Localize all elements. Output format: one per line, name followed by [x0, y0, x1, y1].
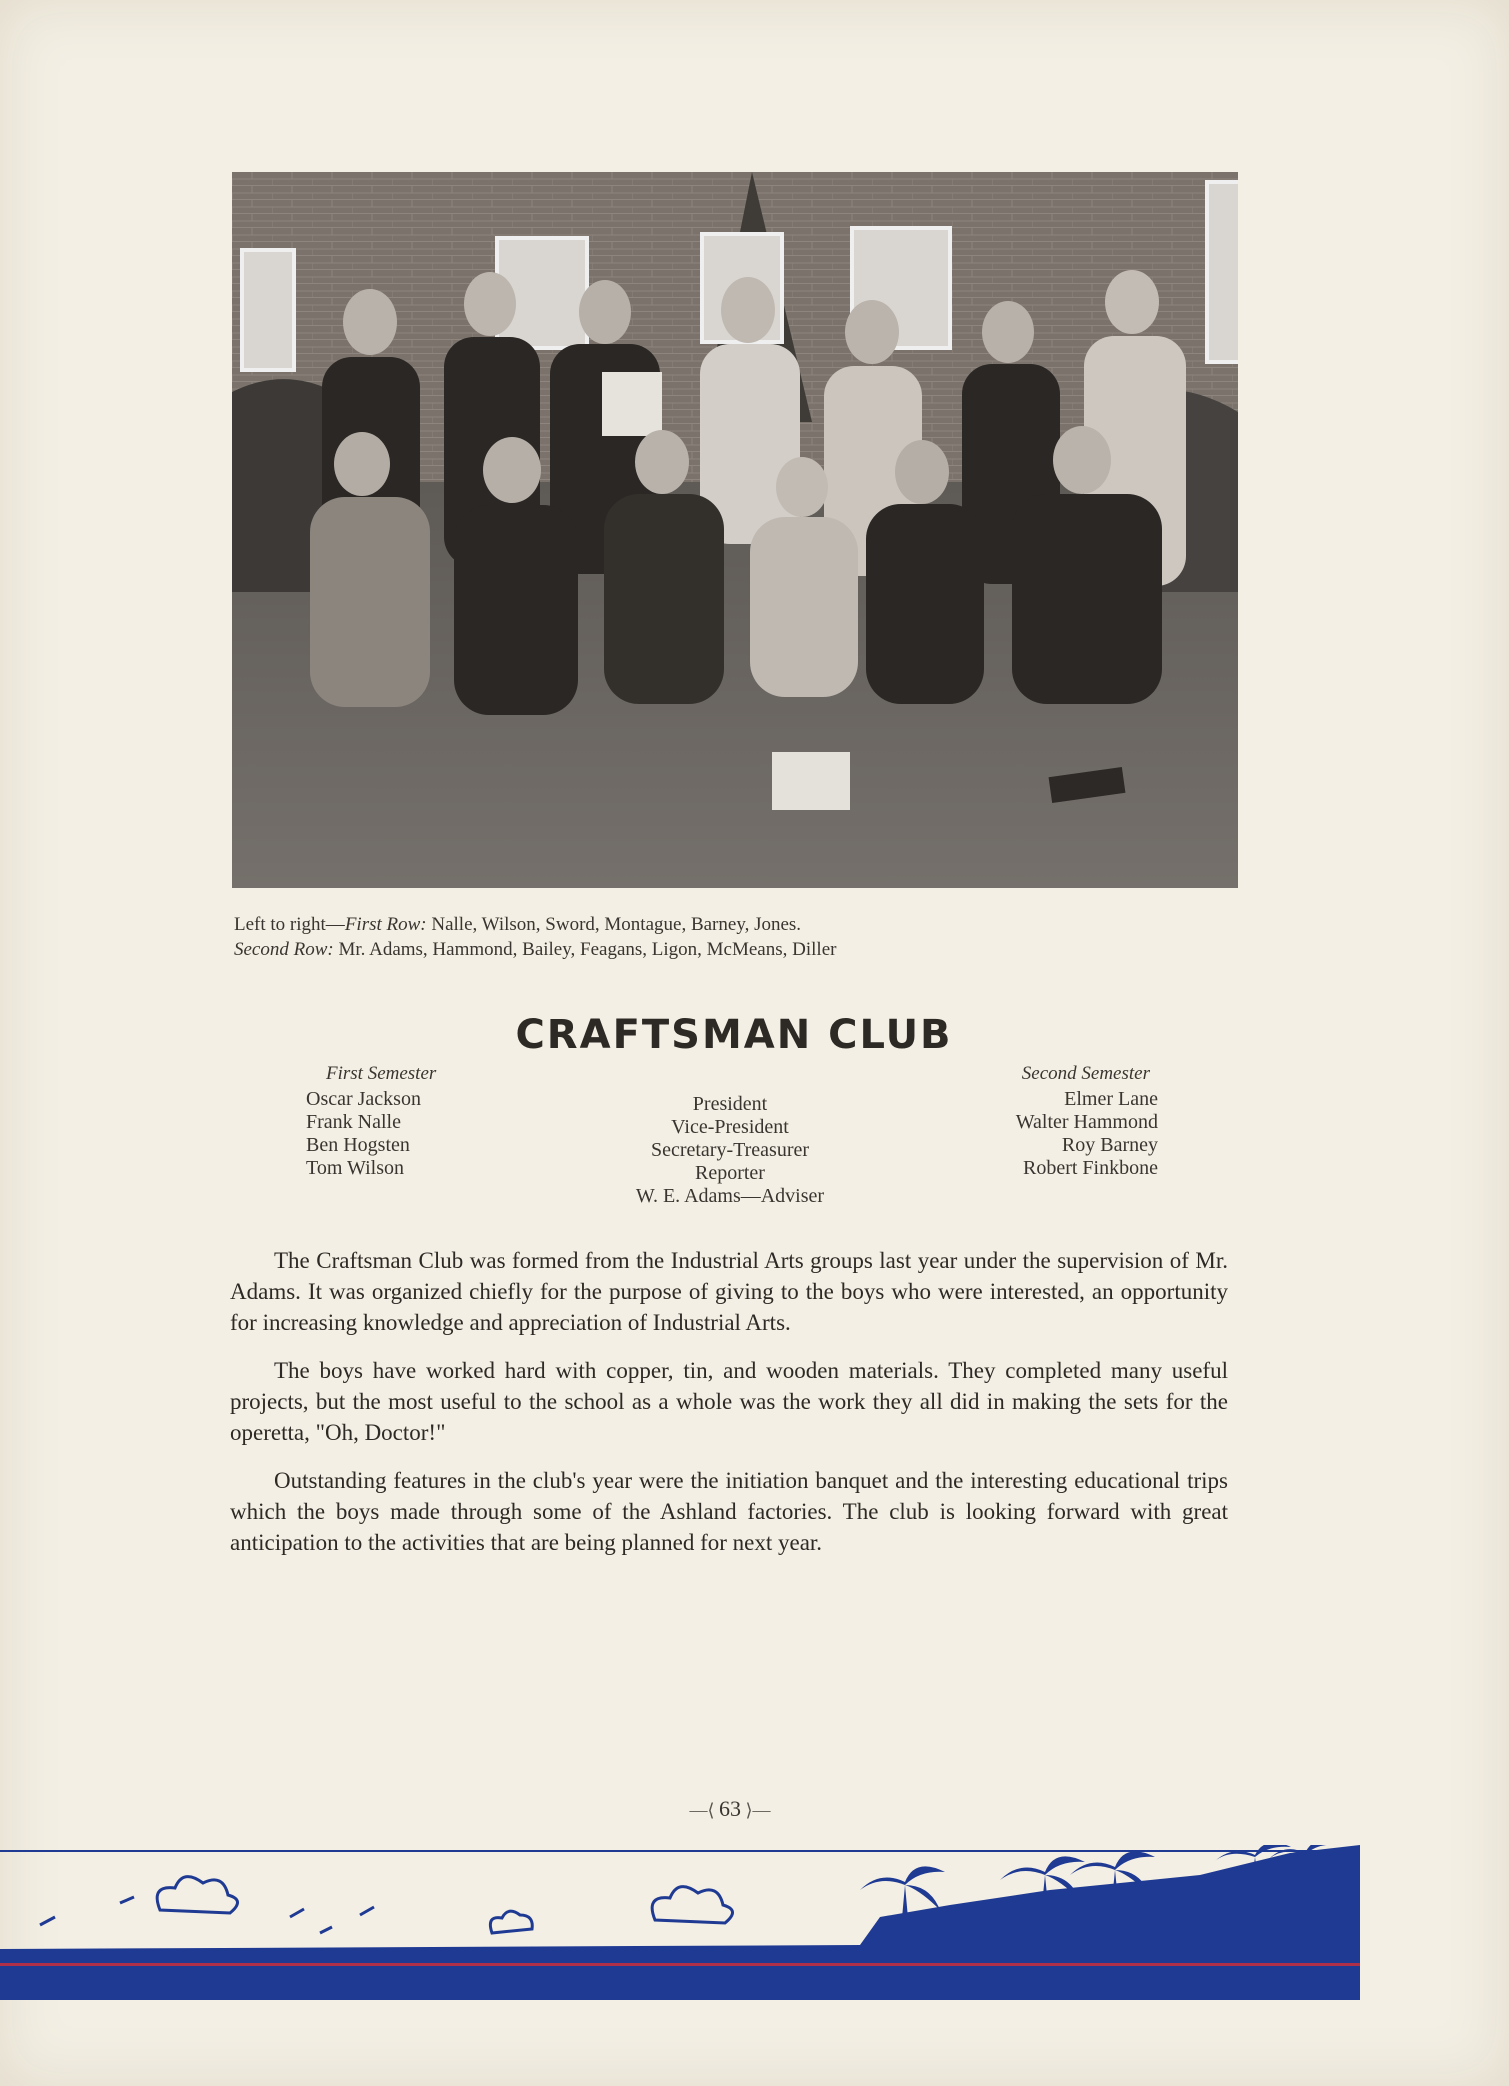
photo-caption: [234, 912, 1234, 962]
officer-name: Tom Wilson: [306, 1157, 404, 1179]
second-semester-heading: Second Semester: [1021, 1063, 1150, 1084]
caption-second-row-label: Second Row:: [234, 939, 334, 960]
officer-name: Oscar Jackson: [306, 1088, 421, 1110]
first-semester-heading: First Semester: [326, 1063, 437, 1084]
officer-name: Ben Hogsten: [306, 1134, 410, 1156]
office-title: Reporter: [695, 1162, 765, 1184]
paragraph: The boys have worked hard with copper, tin, and wooden materials. They completed many useful projects, but the most useful to the school as a whole was the work they all did in making the sets for the operetta, "Oh, Doctor!": [230, 1358, 1228, 1445]
officer-name: Elmer Lane: [1064, 1088, 1158, 1110]
page-number: 63: [719, 1796, 741, 1821]
officer-name: Roy Barney: [1061, 1134, 1158, 1156]
paragraph: Outstanding features in the club's year were the initiation banquet and the interesting educational trips which the boys made through some of the Ashland factories. The club is looking forward with great anticipation to the activities that are being planned for next year.: [230, 1468, 1228, 1555]
office-title: Vice-President: [671, 1116, 789, 1138]
left-ornament-icon: —⟨: [689, 1800, 719, 1820]
decorative-banner: [0, 1845, 1509, 2005]
first-semester-officers: [306, 1062, 436, 1180]
paragraph: The Craftsman Club was formed from the Industrial Arts groups last year under the supervision of Mr. Adams. It was organized chiefly for the purpose of giving to the boys who were interested, an opportunity for increasing knowledge and appreciation of Industrial Arts.: [230, 1248, 1228, 1335]
banner-top-rule: [0, 1850, 1360, 1852]
club-description: [230, 1245, 1228, 1575]
group-photo-image: [232, 172, 1238, 888]
officer-name: Robert Finkbone: [1023, 1157, 1158, 1179]
page-title: CRAFTSMAN CLUB: [515, 1012, 953, 1058]
caption-first-row-label: First Row:: [344, 914, 427, 935]
caption-second-row-names: Mr. Adams, Hammond, Bailey, Feagans, Ligon, McMeans, Diller: [333, 939, 837, 960]
photo-illustration: [232, 172, 1238, 888]
cloud-icons: [40, 1877, 733, 1933]
office-title: President: [692, 1093, 768, 1115]
caption-first-row-names: Nalle, Wilson, Sword, Montague, Barney, Jones.: [426, 914, 802, 935]
page-number-footer: [0, 1796, 1460, 1822]
caption-first-row: [234, 912, 1234, 937]
second-semester-officers: [950, 1062, 1158, 1180]
right-ornament-icon: ⟩—: [741, 1800, 771, 1820]
office-title: Secretary-Treasurer: [650, 1139, 810, 1161]
adviser-line: W. E. Adams—Adviser: [635, 1185, 825, 1207]
banner-stripe: [0, 1963, 1360, 1966]
caption-second-row: [234, 937, 1234, 962]
office-titles: [560, 1093, 900, 1208]
caption-prefix: Left to right—: [234, 914, 345, 935]
officer-name: Frank Nalle: [306, 1111, 401, 1133]
officer-name: Walter Hammond: [1015, 1111, 1158, 1133]
